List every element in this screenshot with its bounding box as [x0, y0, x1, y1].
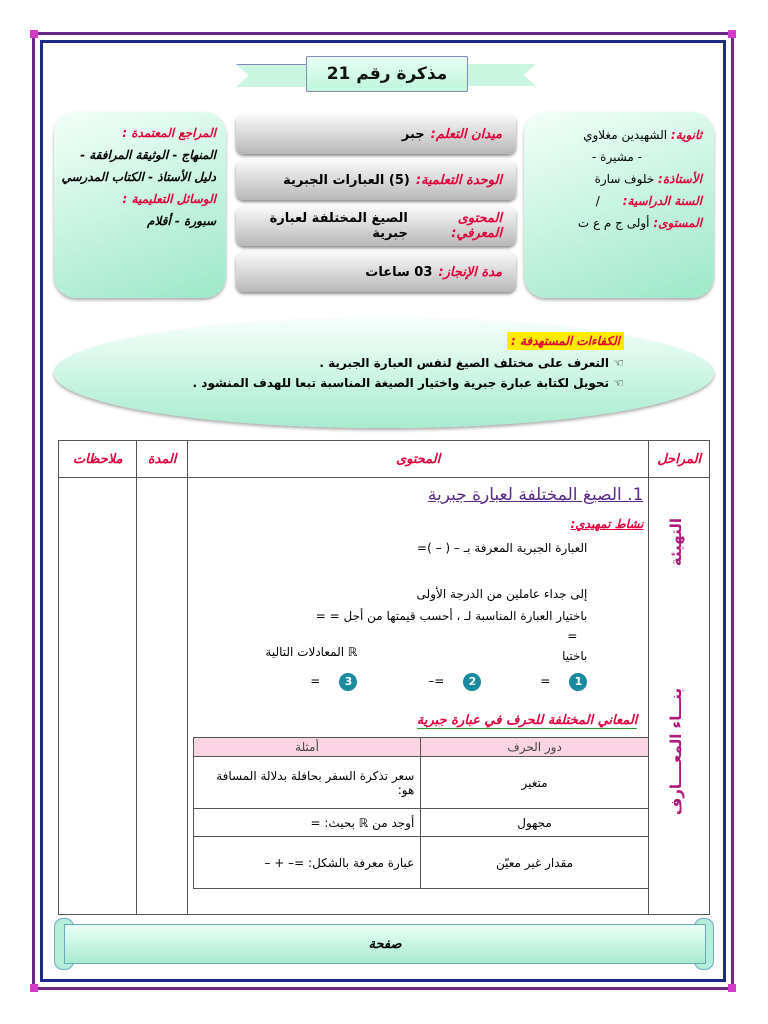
notes-cell: [59, 478, 137, 915]
unit-card: [236, 160, 516, 200]
field-card: [236, 114, 516, 154]
example-cell: عبارة معرفة بالشكل: =– + –: [193, 837, 421, 889]
stage-building: بنـــاء المعــــارف: [667, 688, 686, 816]
activity-line-6: ℝ المعادلات التالية: [265, 645, 358, 659]
content-card: [236, 206, 516, 246]
year-value: /: [595, 194, 600, 208]
ribbon-tail-right: [466, 64, 536, 86]
activity-line-4: =: [567, 629, 578, 643]
duration-cell: [137, 478, 187, 915]
header-stages: المراحل: [649, 441, 710, 478]
competencies-title: الكفاءات المستهدفة :: [507, 332, 624, 350]
activity-line-5: باختيا: [562, 649, 588, 663]
competency-text: التعرف على مختلف الصيغ لنفس العبارة الجبرية .: [319, 356, 610, 370]
content-value: الصيغ المختلفة لعبارة جبرية: [269, 211, 408, 241]
school-info-card: [524, 112, 714, 298]
teacher-label: الأستاذة:: [658, 172, 702, 186]
field-value: جبر: [401, 126, 425, 142]
lesson-content: [189, 479, 648, 911]
header-notes: ملاحظات: [59, 441, 137, 478]
frame-corner: [30, 30, 38, 38]
ribbon-tail-left: [236, 64, 306, 87]
teacher-value: خلوف سارة: [594, 172, 655, 186]
duration-card: [236, 252, 516, 292]
pointer-icon: ☜: [613, 376, 624, 390]
equation-1: [540, 673, 587, 691]
activity-line-1: العبارة الجبرية المعرفة بـ – ( – )=: [417, 541, 588, 555]
role-cell: مقدار غير معيّن: [421, 837, 649, 889]
example-cell: سعر تذكرة السفر بحافلة بدلالة المسافة هو:: [193, 757, 421, 809]
activity-line-3: باختيار العبارة المناسبة لـ ، أحسب قيمتها من أجل = =: [315, 609, 588, 623]
school-label: ثانوية:: [670, 128, 702, 142]
content-label: المحتوى المعرفي:: [451, 211, 502, 241]
references-card: [54, 112, 226, 298]
footer-scroll: [54, 918, 714, 968]
memo-title: مذكرة رقم 21: [306, 56, 468, 92]
level-value: أولى ج م ع ت: [577, 216, 650, 230]
equation-3: [310, 673, 357, 691]
duration-value: 03 ساعات: [365, 264, 433, 280]
competency-text: تحويل لكتابة عبارة جبرية واختيار الصيغة المناسبة تبعا للهدف المنشود .: [192, 376, 610, 390]
unit-value: (5) العبارات الجبرية: [283, 172, 410, 188]
meanings-title: المعاني المختلفة للحرف في عبارة جبرية: [416, 713, 638, 728]
number-badge: 3: [339, 673, 357, 691]
competency-item: [144, 376, 624, 390]
lesson-table: [58, 440, 710, 915]
section-title: 1. الصيغ المختلفة لعبارة جبرية: [427, 485, 644, 505]
activity-line-2: إلى جداء عاملين من الدرجة الأولى: [416, 587, 588, 601]
memo-title-ribbon: [236, 56, 536, 92]
pointer-icon: ☜: [613, 356, 624, 370]
frame-corner: [728, 30, 736, 38]
duration-label: مدة الإنجاز:: [438, 264, 502, 280]
references-label: المراجع المعتمدة :: [122, 126, 216, 140]
roles-header-role: دور الحرف: [421, 738, 649, 757]
equation-text: =–: [428, 674, 445, 688]
number-badge: 1: [569, 673, 587, 691]
letter-roles-table: [193, 737, 649, 889]
school-value: الشهيدين مغلاوي: [583, 128, 668, 142]
competency-item: [144, 356, 624, 370]
header-content: المحتوى: [187, 441, 649, 478]
equation-text: =: [310, 674, 321, 688]
competencies-box: [54, 318, 714, 428]
frame-corner: [728, 984, 736, 992]
roles-header-example: أمثلة: [193, 738, 421, 757]
stage-warmup: التهيئة: [667, 518, 686, 567]
stages-cell: [649, 478, 710, 915]
example-cell: أوجد من ℝ بحيث: =: [193, 809, 421, 837]
number-badge: 2: [463, 673, 481, 691]
level-label: المستوى:: [653, 216, 702, 230]
tools-value: سبورة - أقلام: [147, 214, 216, 228]
equation-text: =: [540, 674, 551, 688]
school-location: - مشيرة -: [592, 150, 642, 164]
content-cell: [187, 478, 649, 915]
role-cell: متغير: [421, 757, 649, 809]
equation-2: [428, 673, 481, 691]
field-label: ميدان التعلم:: [430, 126, 502, 142]
year-label: السنة الدراسية:: [622, 194, 702, 208]
unit-label: الوحدة التعلمية:: [415, 172, 502, 188]
role-cell: مجهول: [421, 809, 649, 837]
footer-page-label: صفحة: [64, 924, 706, 964]
tools-label: الوسائل التعليمية :: [122, 192, 216, 206]
activity-label: نشاط تمهيدي:: [570, 517, 644, 531]
references-value: المنهاج - الوثيقة المرافقة - دليل الأستاذ - الكتاب المدرسي: [61, 148, 216, 184]
frame-corner: [30, 984, 38, 992]
header-duration: المدة: [137, 441, 187, 478]
